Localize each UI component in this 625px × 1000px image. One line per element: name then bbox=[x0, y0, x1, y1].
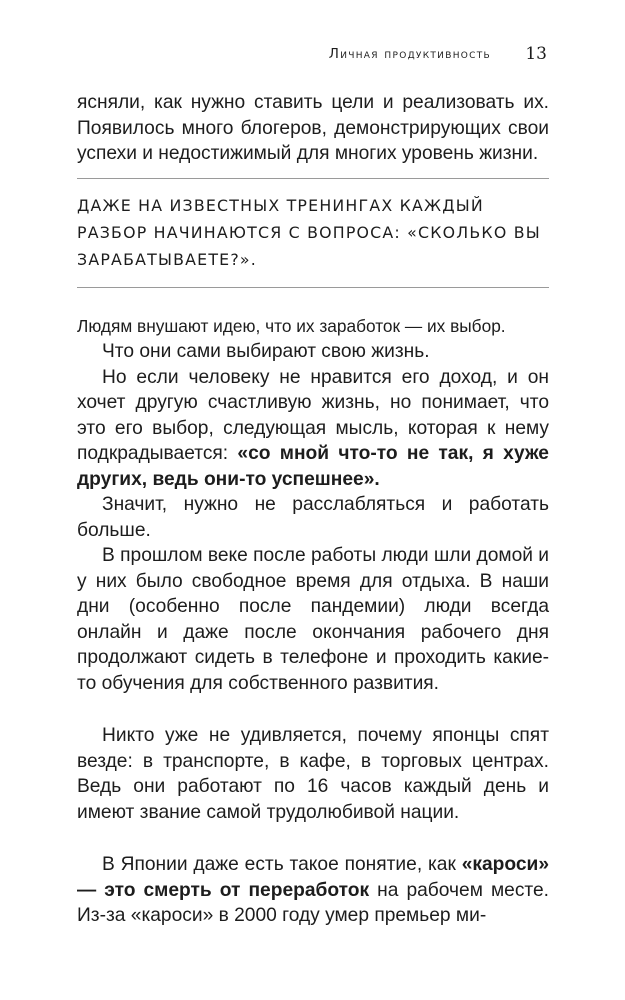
paragraph-8-emphasis: «кароси» — это смерть от переработок bbox=[77, 854, 549, 901]
paragraph-5: Значит, нужно не расслабляться и работать больше. bbox=[77, 494, 549, 541]
paragraph-3: Что они сами выбирают свою жизнь. bbox=[102, 341, 430, 362]
pull-quote bbox=[77, 178, 549, 288]
paragraph-8-text-b: на рабочем месте. Из-за «кароси» в 2000 году умер премьер ми- bbox=[77, 879, 549, 926]
paragraph-2: Людям внушают идею, что их заработок — их выбор. bbox=[77, 315, 506, 336]
page-number: 13 bbox=[525, 44, 547, 64]
paragraph-8-text-a: В Японии даже есть такое понятие, как bbox=[102, 854, 462, 875]
paragraph-4 bbox=[77, 365, 549, 493]
paragraph-1: ясняли, как нужно ставить цели и реализовать их. Появилось много блогеров, демонстрирующих свои успехи и недостижимый для многих уровень жизни. bbox=[77, 92, 549, 164]
paragraph-8 bbox=[77, 852, 549, 929]
running-header bbox=[0, 44, 625, 68]
paragraph-6: В прошлом веке после работы люди шли домой и у них было свободное время для отдыха. В наши дни (особенно после пандемии) люди всегда онлайн и даже после окончания рабочего дня продолжают сидеть в телефоне и проходить какие-то обучения для собственного развития. bbox=[77, 545, 550, 694]
running-title: Личная продуктивность bbox=[328, 46, 491, 62]
pull-quote-text: ДАЖЕ НА ИЗВЕСТНЫХ ТРЕНИНГАХ КАЖДЫЙ РАЗБОР НАЧИНАЮТСЯ С ВОПРОСА: «СКОЛЬКО ВЫ ЗАРАБАТЫВАЕТЕ?». bbox=[77, 195, 541, 269]
page-body bbox=[77, 90, 549, 929]
paragraph-7: Никто уже не удивляется, почему японцы спят везде: в транспорте, в кафе, в торговых центрах. Ведь они работают по 16 часов каждый день и имеют звание самой трудолюбивой нации. bbox=[77, 725, 549, 823]
paragraph-4-emphasis: «со мной что-то не так, я хуже других, ведь они-то успешнее». bbox=[77, 443, 549, 490]
paragraph-4-text: Но если человеку не нравится его доход, и он хочет другую счастливую жизнь, но понимает, что это его выбор, следующая мысль, которая к нему подкрадывается: bbox=[77, 366, 549, 464]
